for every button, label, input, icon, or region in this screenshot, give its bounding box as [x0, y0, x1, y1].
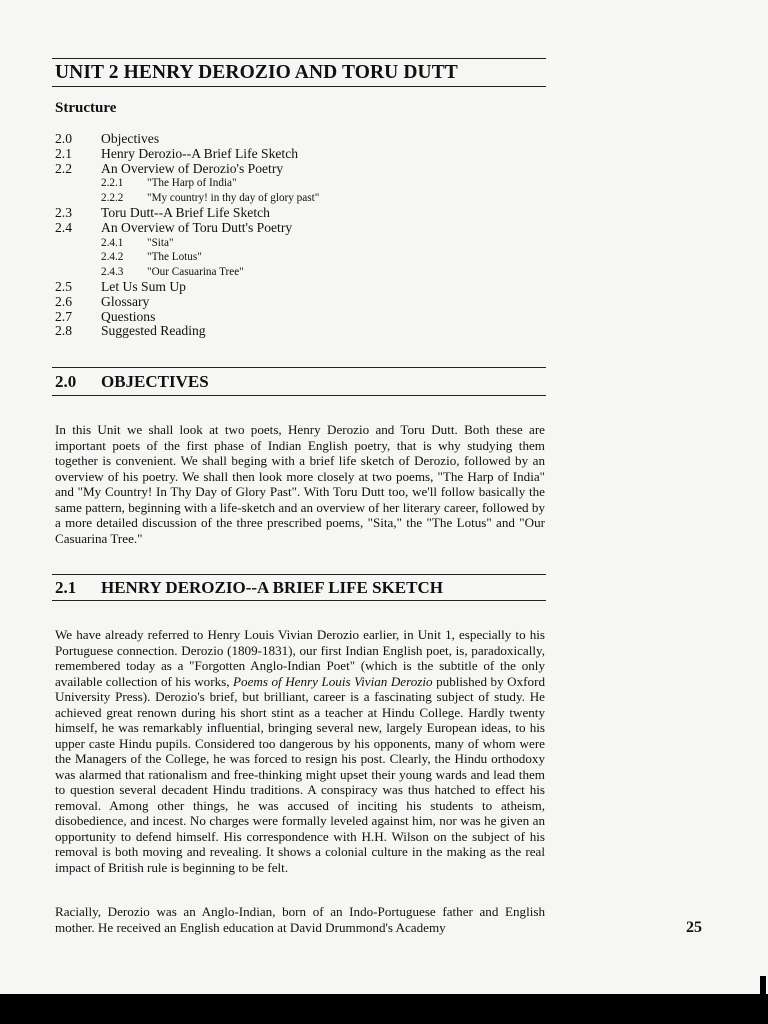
toc-number: 2.5 — [55, 278, 72, 294]
section-heading-objectives — [55, 372, 209, 392]
toc-label: Glossary — [101, 293, 150, 309]
toc-number: 2.2.1 — [101, 177, 124, 190]
section-title: HENRY DEROZIO--A BRIEF LIFE SKETCH — [101, 578, 443, 597]
paragraph-text: We have already referred to Henry Louis Vivian Derozio earlier, in Unit 1, especially to his Portuguese connection. Derozio (1809-1831), our first Indian English poet, is, paradoxically, remembered today as a "Forgotten Anglo-Indian Poet" (which is the subtitle of the only available collection of his works, — [55, 627, 545, 689]
section-title: OBJECTIVES — [101, 372, 209, 391]
toc-label: An Overview of Derozio's Poetry — [101, 160, 284, 176]
toc-item — [55, 132, 535, 147]
toc-label: An Overview of Toru Dutt's Poetry — [101, 219, 293, 235]
toc-number: 2.8 — [55, 323, 72, 339]
paragraph-text: published by Oxford University Press). Derozio's brief, but brilliant, career is a fascinating subject of study. He achieved great renown during his short stint as a teacher at Hindu College. Hardly twenty himself, he was remarkably influential, bringing several new, largely European ideas, to his upper caste Hindu pupils. Considered too dangerous by his opponents, many of whom were the Managers of the College, he was forced to resign his post. Clearly, the Hindu orthodoxy was alarmed that rationalism and free-thinking might upset their young wards and lead them to question several decadent Hindu traditions. A conspiracy was thus hatched to effect his removal. Among other things, he was accused of inciting his students to atheism, disobedience, and incest. No charges were formally leveled against him, nor was he given an opportunity to defend himself. His correspondence with H.H. Wilson on the subject of his removal is both moving and revealing. It shows a colonial culture in the making as the real impact of British rule is beginning to be felt. — [55, 673, 546, 875]
toc-label: Toru Dutt--A Brief Life Sketch — [101, 204, 270, 220]
racially-paragraph: Racially, Derozio was an Anglo-Indian, born of an Indo-Portuguese father and English mother. He received an English education at David Drummond's Academy — [55, 904, 545, 935]
toc-item — [55, 221, 535, 236]
toc-number: 2.4 — [55, 219, 72, 235]
toc-number: 2.6 — [55, 293, 72, 309]
toc-number: 2.3 — [55, 204, 72, 220]
toc-item — [55, 295, 535, 310]
toc-number: 2.0 — [55, 131, 72, 146]
section-bottom-rule — [52, 395, 546, 396]
table-of-contents — [55, 132, 535, 339]
book-title: Poems of Henry Louis Vivian Derozio — [233, 673, 433, 689]
toc-subitem — [55, 236, 535, 251]
toc-number: 2.4.3 — [101, 266, 124, 279]
toc-label: Let Us Sum Up — [101, 278, 186, 294]
toc-number: 2.1 — [55, 145, 72, 161]
toc-label: Objectives — [101, 131, 160, 146]
toc-number: 2.7 — [55, 308, 72, 324]
section-number: 2.1 — [55, 578, 77, 597]
section-top-rule — [52, 574, 546, 575]
toc-label: Henry Derozio--A Brief Life Sketch — [101, 145, 299, 161]
toc-subitem — [55, 250, 535, 265]
unit-title: UNIT 2 HENRY DEROZIO AND TORU DUTT — [55, 62, 458, 83]
toc-item — [55, 147, 535, 162]
toc-item — [55, 310, 535, 325]
toc-subitem — [55, 176, 535, 191]
toc-item — [55, 162, 535, 177]
toc-number: 2.2.2 — [101, 192, 124, 205]
section-number: 2.0 — [55, 372, 77, 391]
page-number: 25 — [686, 919, 702, 936]
toc-item — [55, 280, 535, 295]
toc-label: "The Lotus" — [147, 251, 202, 264]
toc-item — [55, 206, 535, 221]
toc-subitem — [55, 265, 535, 280]
toc-label: "The Harp of India" — [147, 177, 237, 190]
section-heading-life-sketch — [55, 578, 443, 598]
toc-label: Questions — [101, 308, 156, 324]
section-bottom-rule — [52, 600, 546, 601]
scan-edge-mark — [760, 976, 766, 996]
toc-label: "Sita" — [147, 236, 174, 249]
structure-heading: Structure — [55, 100, 117, 116]
objectives-paragraph: In this Unit we shall look at two poets, Henry Derozio and Toru Dutt. Both these are important poets of the first phase of Indian English poetry, that is why studying them together is convenient. We shall beging with a brief life sketch of Derozio, followed by an overview of his poetry. We shall then look more closely at two poems, "The Harp of India" and "My Country! In Thy Day of Glory Past". With Toru Dutt too, we'll follow basically the same pattern, beginning with a life-sketch and an overview of her literary career, followed by a more detailed discussion of the three prescribed poems, "Sita," the "The Lotus" and "Our Casuarina Tree." — [55, 422, 545, 546]
scan-bottom-border — [0, 994, 768, 1024]
toc-label: "Our Casuarina Tree" — [147, 266, 244, 279]
toc-label: Suggested Reading — [101, 323, 206, 339]
toc-number: 2.4.2 — [101, 251, 124, 264]
toc-item — [55, 324, 535, 339]
life-sketch-paragraph — [55, 627, 545, 875]
title-top-rule — [52, 58, 546, 59]
toc-label: "My country! in thy day of glory past" — [147, 192, 320, 205]
toc-number: 2.2 — [55, 160, 72, 176]
title-bottom-rule — [52, 86, 546, 87]
toc-number: 2.4.1 — [101, 236, 124, 249]
section-top-rule — [52, 367, 546, 368]
toc-subitem — [55, 191, 535, 206]
